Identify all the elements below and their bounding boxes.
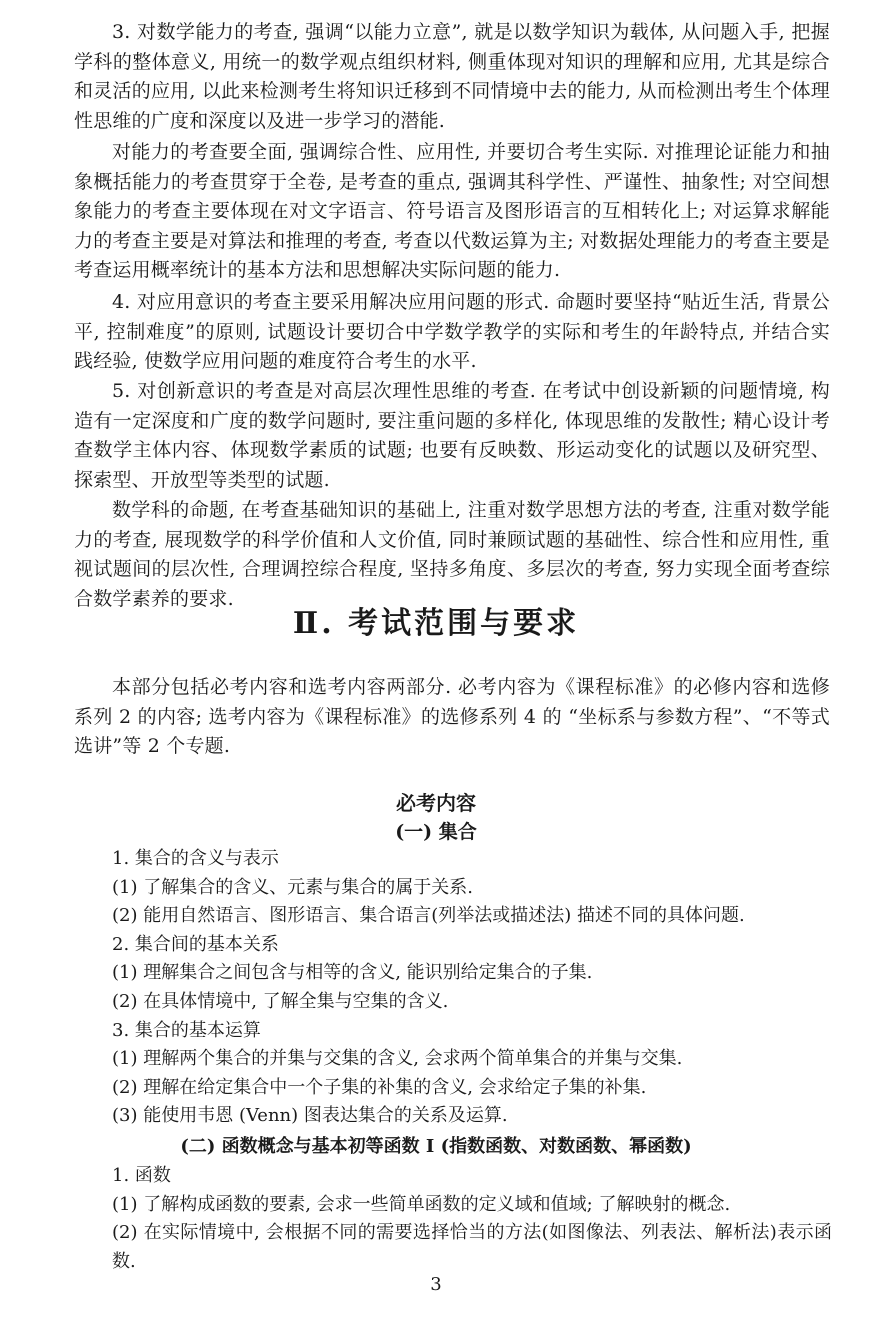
list-item: (2) 理解在给定集合中一个子集的补集的含义, 会求给定子集的补集.	[112, 1076, 647, 1098]
list-item: (1) 了解构成函数的要素, 会求一些简单函数的定义域和值域; 了解映射的概念.	[112, 1193, 731, 1215]
list-item: (1) 了解集合的含义、元素与集合的属于关系.	[112, 876, 473, 898]
list-item: (1) 理解集合之间包含与相等的含义, 能识别给定集合的子集.	[112, 962, 593, 984]
paragraph-scope-intro: 本部分包括必考内容和选考内容两部分. 必考内容为《课程标准》的必修内容和选修系列 2 的内容; 选考内容为《课程标准》的选修系列 4 的 “坐标系与参数方程”、“不等式选讲”等 2 个专题.	[74, 676, 830, 758]
section-title: Ⅱ. 考试范围与要求	[292, 606, 580, 641]
paragraph-math-proposition: 数学科的命题, 在考查基础知识的基础上, 注重对数学思想方法的考查, 注重对数学能力的考查, 展现数学的科学价值和人文价值, 同时兼顾试题的基础性、综合性和应用性, 重视试题间的层次性, 合理调控综合程度, 坚持多角度、多层次的考查, 努力实现全面考查综合数学素养的要求.	[74, 499, 830, 610]
list-item: 3. 集合的基本运算	[112, 1019, 261, 1041]
list-item: 1. 集合的含义与表示	[112, 848, 279, 869]
list-item: (1) 理解两个集合的并集与交集的含义, 会求两个简单集合的并集与交集.	[112, 1048, 683, 1070]
list-item: 1. 函数	[112, 1164, 171, 1186]
list-item: (2) 在具体情境中, 了解全集与空集的含义.	[112, 990, 449, 1012]
sets-heading: (一) 集合	[395, 821, 477, 843]
paragraph-innovation-awareness: 5. 对创新意识的考查是对高层次理性思维的考查. 在考试中创设新颖的问题情境, 构造有一定深度和广度的数学问题时, 要注重问题的多样化, 体现思维的发散性; 精心设计考查数学主体内容、体现数学素质的试题; 也要有反映数、形运动变化的试题以及研究型、探索型、开放型等类型的试题.	[74, 380, 830, 491]
paragraph-math-ability: 3. 对数学能力的考查, 强调“以能力立意”, 就是以数学知识为载体, 从问题入手, 把握学科的整体意义, 用统一的数学观点组织材料, 侧重体现对知识的理解和应用, 尤其是综合和灵活的应用, 以此来检测考生将知识迁移到不同情境中去的能力, 从而检测出考生个体理性思维的广度和深度以及进一步学习的潜能.	[74, 21, 830, 132]
paragraph-ability-assessment: 对能力的考查要全面, 强调综合性、应用性, 并要切合考生实际. 对推理论证能力和抽象概括能力的考查贯穿于全卷, 是考查的重点, 强调其科学性、严谨性、抽象性; 对空间想象能力的考查主要体现在对文字语言、符号语言及图形语言的互相转化上; 对运算求解能力的考查主要是对算法和推理的考查, 考查以代数运算为主; 对数据处理能力的考查主要是考查运用概率统计的基本方法和思想解决实际问题的能力.	[74, 141, 830, 282]
paragraph-application-awareness: 4. 对应用意识的考查主要采用解决应用问题的形式. 命题时要坚持“贴近生活, 背景公平, 控制难度”的原则, 试题设计要切合中学数学教学的实际和考生的年龄特点, 并结合实践经验, 使数学应用问题的难度符合考生的水平.	[74, 291, 830, 373]
list-item: (3) 能使用韦恩 (Venn) 图表达集合的关系及运算.	[112, 1105, 508, 1127]
list-item: (2) 能用自然语言、图形语言、集合语言(列举法或描述法) 描述不同的具体问题.	[112, 905, 745, 927]
functions-heading: (二) 函数概念与基本初等函数 Ⅰ (指数函数、对数函数、幂函数)	[180, 1135, 692, 1157]
page-number: 3	[430, 1274, 442, 1295]
content-list	[112, 845, 842, 1276]
list-item: 2. 集合间的基本关系	[112, 933, 279, 955]
required-content-heading: 必考内容	[396, 791, 476, 815]
list-item: (2) 在实际情境中, 会根据不同的需要选择恰当的方法(如图像法、列表法、解析法)表示函数.	[112, 1222, 832, 1272]
